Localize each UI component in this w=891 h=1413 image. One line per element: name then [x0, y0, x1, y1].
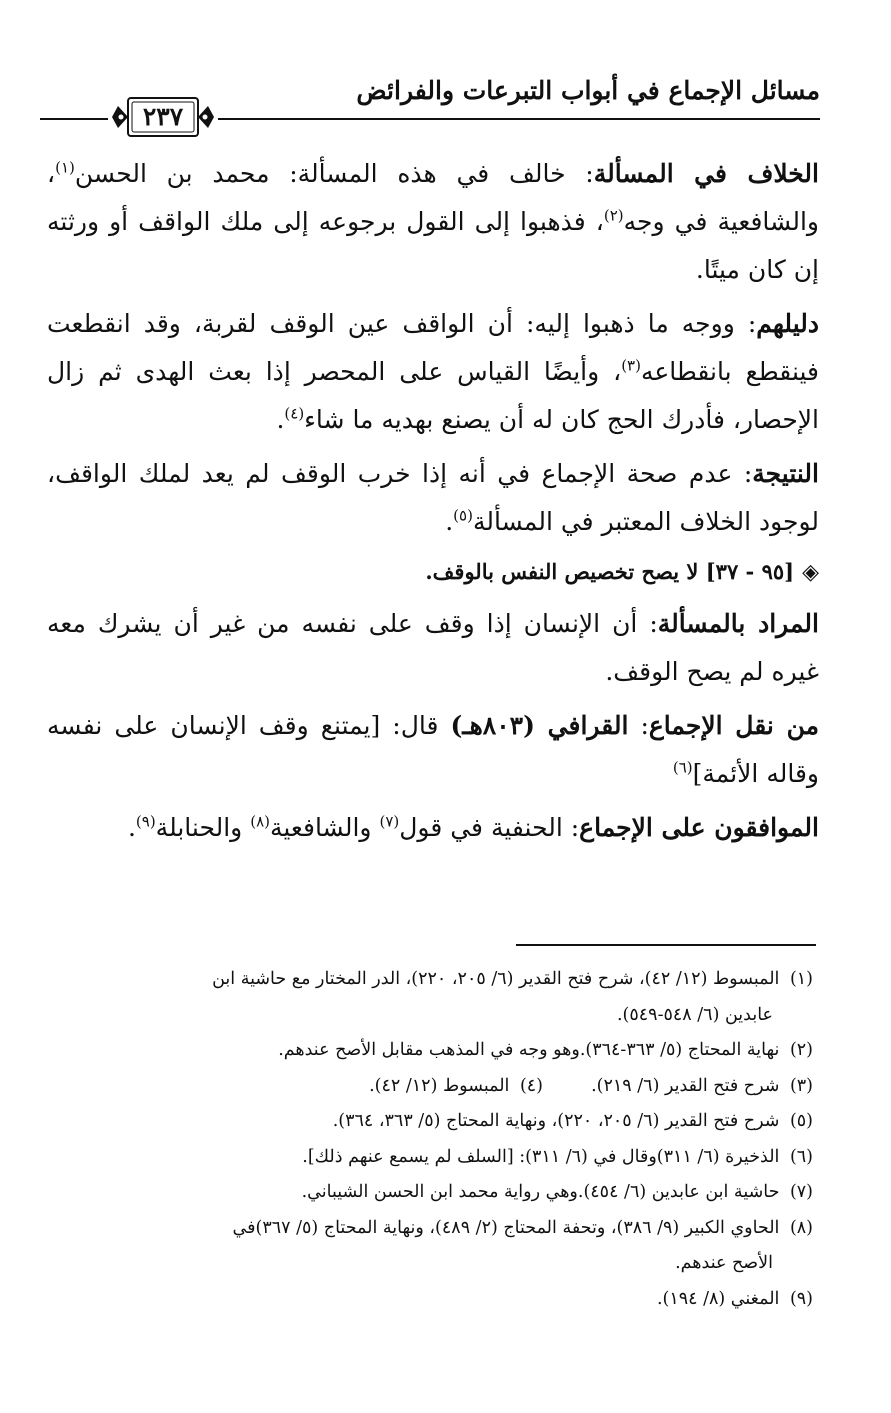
footnote-number: (٢)	[789, 1040, 813, 1060]
footnote-number: (١)	[789, 969, 813, 989]
footnote-text: حاشية ابن عابدين (٦/ ٤٥٤).وهي رواية محمد ابن الحسن الشيباني.	[301, 1182, 780, 1202]
footnote-number: (٨)	[789, 1217, 813, 1238]
paragraph-lead: النتيجة	[752, 459, 819, 488]
footnote-number: (٤)	[519, 1075, 543, 1096]
paragraph-lead: الموافقون على الإجماع	[579, 813, 819, 842]
footnote-text: شرح فتح القدير (٦/ ٢١٩).	[591, 1075, 780, 1096]
running-header	[40, 62, 820, 132]
paragraph-text: .	[127, 813, 136, 842]
paragraph-lead: الخلاف في المسألة	[593, 159, 819, 188]
paragraph-result	[47, 450, 819, 546]
footnote-text: الذخيرة (٦/ ٣١١)وقال في (٦/ ٣١١): [السلف لم يسمع عنهم ذلك].	[302, 1146, 780, 1167]
footnote-pair	[51, 1069, 813, 1105]
paragraph-text: والحنابلة	[155, 813, 251, 842]
footnote-8	[51, 1211, 813, 1247]
paragraph-text: :	[628, 711, 649, 740]
footnote-number: (٧)	[789, 1182, 813, 1202]
page-number-ornament	[108, 92, 218, 142]
footnote-7	[51, 1175, 813, 1211]
paragraph-text: : عدم صحة الإجماع في أنه إذا خرب الوقف لم يعد لملك الواقف، لوجود الخلاف المعتبر في المسألة	[47, 459, 819, 536]
page-number: ٢٣٧	[142, 102, 184, 131]
paragraph-text: .	[445, 507, 454, 536]
paragraph-text: قال: [يمتنع وقف الإنسان على نفسه وقاله الأئمة]	[47, 711, 819, 788]
section-heading-text: [٩٥ - ٣٧] لا يصح تخصيص النفس بالوقف.	[425, 559, 795, 584]
footnote-1-continued: عابدين (٦/ ٥٤٨-٥٤٩).	[616, 1004, 773, 1025]
paragraph-text: ، فذهبوا إلى القول برجوعه إلى ملك الواقف أو ورثته إن كان ميتًا.	[47, 207, 819, 284]
footnote-ref[interactable]: (٥)	[453, 506, 473, 525]
section-heading	[47, 552, 819, 592]
paragraph-meaning	[47, 600, 819, 696]
footnote-text: المغني (٨/ ١٩٤).	[656, 1288, 780, 1309]
footnote-number: (٩)	[789, 1288, 813, 1309]
footnote-number: (٣)	[789, 1075, 813, 1096]
footnote-text: المبسوط (١٢/ ٤٢).	[369, 1075, 510, 1096]
main-text	[47, 150, 819, 858]
footnote-5	[51, 1104, 813, 1140]
footnote-4	[283, 1069, 543, 1105]
footnote-6	[51, 1140, 813, 1176]
paragraph-disagreement	[47, 150, 819, 294]
paragraph-lead: من نقل الإجماع	[648, 711, 820, 740]
footnote-ref[interactable]: (٩)	[135, 812, 156, 831]
footnote-text: الحاوي الكبير (٩/ ٣٨٦)، وتحفة المحتاج (٢/ ٤٨٩)، ونهاية المحتاج (٥/ ٣٦٧)في	[232, 1217, 780, 1238]
paragraph-consensus-source	[47, 702, 819, 798]
footnote-text: نهاية المحتاج (٥/ ٣٦٣-٣٦٤).وهو وجه في المذهب مقابل الأصح عندهم.	[278, 1040, 780, 1060]
paragraph-evidence	[47, 300, 819, 444]
footnote-separator	[516, 944, 816, 946]
footnote-ref[interactable]: (٧)	[379, 812, 400, 831]
footnote-text: شرح فتح القدير (٦/ ٢٠٥، ٢٢٠)، ونهاية المحتاج (٥/ ٣٦٣، ٣٦٤).	[332, 1111, 780, 1131]
footnote-ref[interactable]: (١)	[55, 158, 75, 177]
footnote-8-continued: الأصح عندهم.	[675, 1253, 773, 1273]
footnote-number: (٥)	[789, 1111, 813, 1131]
footnote-3	[543, 1069, 813, 1105]
footnote-ref[interactable]: (٣)	[621, 356, 641, 375]
footnotes	[51, 962, 813, 1317]
paragraph-text: : الحنفية في قول	[399, 813, 580, 842]
paragraph-text: .	[276, 405, 285, 434]
footnote-ref[interactable]: (٦)	[672, 758, 693, 777]
paragraph-text: : أن الإنسان إذا وقف على نفسه من غير أن يشرك معه غيره لم يصح الوقف.	[47, 609, 819, 686]
footnote-ref[interactable]: (٨)	[250, 812, 270, 831]
footnote-text: المبسوط (١٢/ ٤٢)، شرح فتح القدير (٦/ ٢٠٥، ٢٢٠)، الدر المختار مع حاشية ابن	[212, 969, 780, 989]
footnote-ref[interactable]: (٢)	[603, 206, 624, 225]
paragraph-lead: المراد بالمسألة	[657, 609, 819, 638]
paragraph-text: ، والشافعية في وجه	[47, 159, 819, 236]
paragraph-agreeing	[47, 804, 819, 852]
running-title: مسائل الإجماع في أبواب التبرعات والفرائض	[356, 76, 820, 105]
paragraph-lead: دليلهم	[756, 309, 819, 338]
footnote-9	[51, 1282, 813, 1318]
paragraph-text: والشافعية	[269, 813, 380, 842]
diamond-bullet-icon: ◈	[802, 559, 819, 585]
paragraph-text: ، وأيضًا القياس على المحصر إذا بعث الهدى ثم زال الإحصار، فأدرك الحج كان له أن يصنع بهديه ما شاء	[47, 357, 819, 434]
paragraph-text: : خالف في هذه المسألة: محمد بن الحسن	[74, 159, 594, 188]
paragraph-text: : ووجه ما ذهبوا إليه: أن الواقف عين الوقف لقربة، وقد انقطعت فينقطع بانقطاعه	[47, 309, 819, 386]
footnote-1	[51, 962, 813, 998]
footnote-ref[interactable]: (٤)	[284, 404, 305, 423]
scholar-name: القرافي (٨٠٣هـ)	[450, 711, 629, 740]
footnote-2	[51, 1033, 813, 1069]
footnote-number: (٦)	[789, 1146, 813, 1167]
